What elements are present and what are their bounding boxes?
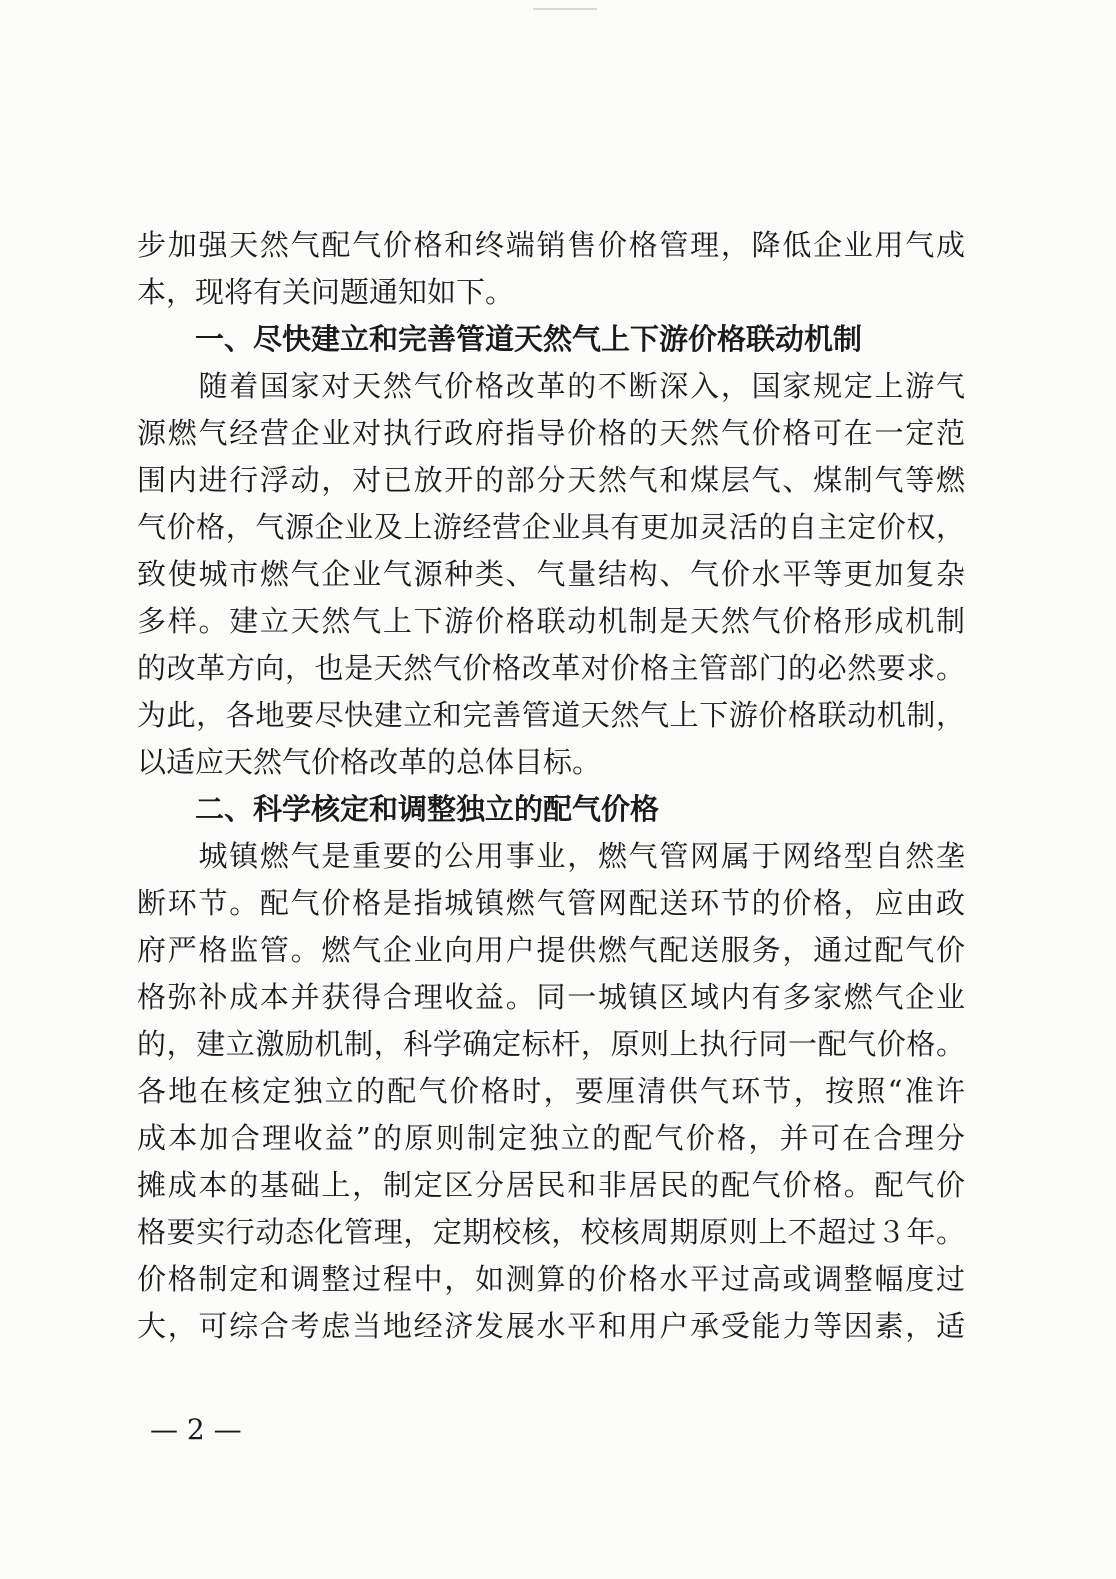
body-text-line: 气价格，气源企业及上游经营企业具有更加灵活的自主定价权， — [137, 510, 965, 544]
section-heading: 一、尽快建立和完善管道天然气上下游价格联动机制 — [195, 322, 863, 356]
body-text-line: 大，可综合考虑当地经济发展水平和用户承受能力等因素，适 — [137, 1309, 965, 1343]
body-text-line: 以适应天然气价格改革的总体目标。 — [137, 745, 602, 779]
body-text-line: 府严格监管。燃气企业向用户提供燃气配送服务，通过配气价 — [137, 933, 965, 967]
body-text-line: 断环节。配气价格是指城镇燃气管网配送环节的价格，应由政 — [137, 886, 965, 920]
body-text-line: 城镇燃气是重要的公用事业，燃气管网属于网络型自然垄 — [137, 839, 965, 873]
body-text-line: 围内进行浮动，对已放开的部分天然气和煤层气、煤制气等燃 — [137, 463, 965, 497]
page-number: — 2 — — [150, 1413, 242, 1446]
body-text-line: 各地在核定独立的配气价格时，要厘清供气环节，按照“准许 — [137, 1074, 965, 1108]
body-text-line: 的，建立激励机制，科学确定标杆，原则上执行同一配气价格。 — [137, 1027, 965, 1061]
body-text-line: 格要实行动态化管理，定期校核，校核周期原则上不超过３年。 — [137, 1215, 965, 1249]
section-heading: 二、科学核定和调整独立的配气价格 — [195, 792, 660, 826]
body-text-line: 多样。建立天然气上下游价格联动机制是天然气价格形成机制 — [137, 604, 965, 638]
body-text-line: 源燃气经营企业对执行政府指导价格的天然气价格可在一定范 — [137, 416, 965, 450]
body-text-line: 价格制定和调整过程中，如测算的价格水平过高或调整幅度过 — [137, 1262, 965, 1296]
body-text-line: 成本加合理收益”的原则制定独立的配气价格，并可在合理分 — [137, 1121, 965, 1155]
body-text-line: 格弥补成本并获得合理收益。同一城镇区域内有多家燃气企业 — [137, 980, 965, 1014]
body-text-line: 致使城市燃气企业气源种类、气量结构、气价水平等更加复杂 — [137, 557, 965, 591]
body-text-line: 的改革方向，也是天然气价格改革对价格主管部门的必然要求。 — [137, 651, 965, 685]
body-text-line: 步加强天然气配气价格和终端销售价格管理，降低企业用气成 — [137, 228, 965, 262]
body-text-line: 为此，各地要尽快建立和完善管道天然气上下游价格联动机制， — [137, 698, 965, 732]
body-text-line: 摊成本的基础上，制定区分居民和非居民的配气价格。配气价 — [137, 1168, 965, 1202]
body-text-line: 本，现将有关问题通知如下。 — [137, 275, 515, 309]
scan-mark — [533, 8, 597, 10]
document-body — [137, 222, 965, 1350]
body-text-line: 随着国家对天然气价格改革的不断深入，国家规定上游气 — [137, 369, 965, 403]
